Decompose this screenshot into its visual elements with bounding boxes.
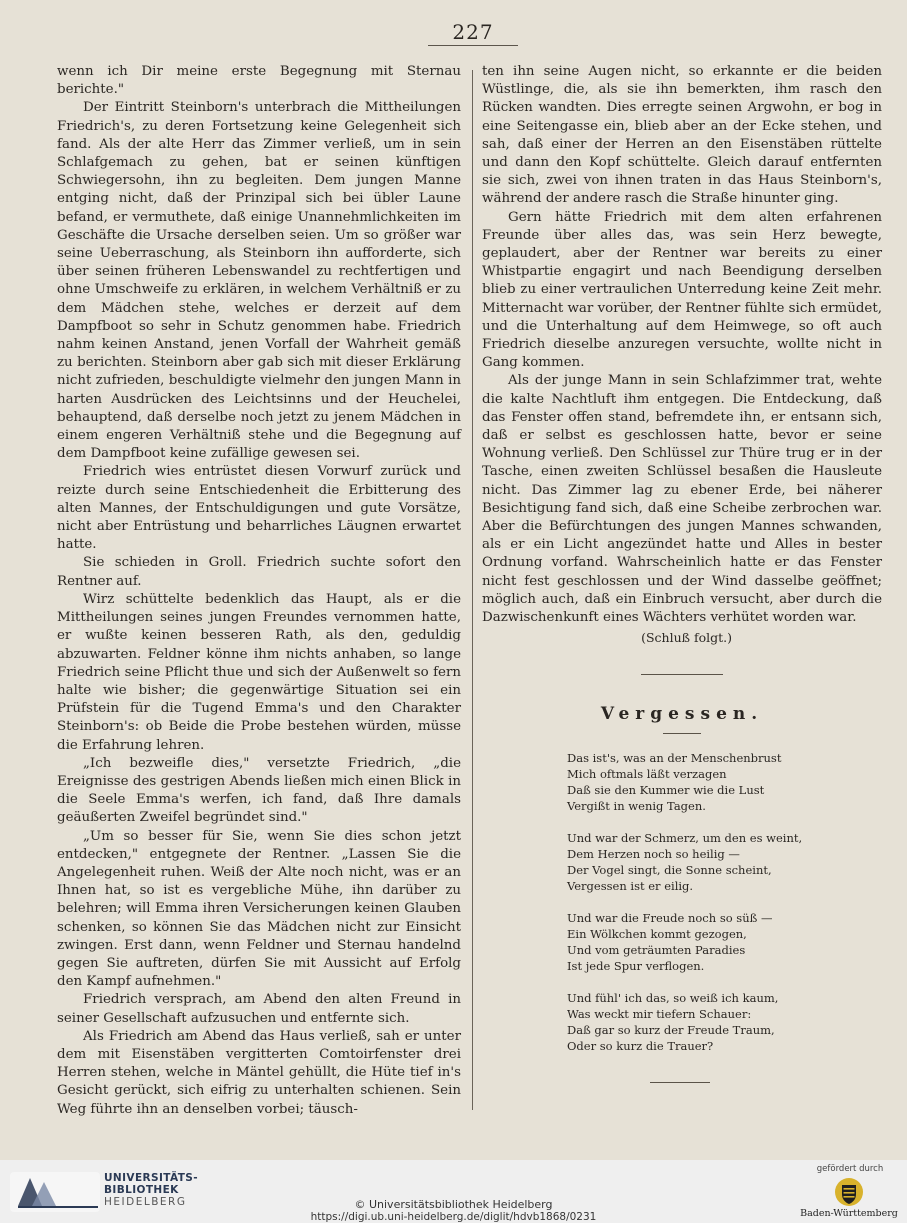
poem-stanza	[567, 750, 882, 814]
paragraph: Friedrich wies entrüstet diesen Vorwurf zurück und reizte durch seine Entschiedenheit die Erbitterung des alten Mannes, der Entschuldigungen und gute Vorsätze, nicht aber Entrüstung und beharrliches Läugnen erwartet hatte.	[57, 464, 461, 553]
poem-line: Und war der Schmerz, um den es weint,	[567, 830, 803, 845]
left-column	[57, 63, 461, 1119]
poem-line: Oder so kurz die Trauer?	[567, 1038, 714, 1053]
paragraph: ten ihn seine Augen nicht, so erkannte er die beiden Wüstlinge, die, als sie ihn bemerkten, ihm rasch den Rücken wandten. Dies erregte seinen Argwohn, er bog in eine Seitengasse ein, blieb aber an der Ecke stehen, und sah, daß einer der Herren an den Eisenstäben rüttelte und dann den Kopf schüttelte. Gleich darauf entfernten sie sich, zwei von ihnen traten in das Haus Steinborn's, während der andere rasch die Straße hinunter ging.	[482, 64, 882, 207]
paragraph: „Ich bezweifle dies," versetzte Friedrich, „die Ereignisse des gestrigen Abends ließen mich einen Blick in die Seele Emma's werfen, ich fand, daß Ihre damals geäußerten Zweifel begründet sind."	[57, 755, 461, 826]
section-separator	[641, 674, 723, 675]
paragraph: Sie schieden in Groll. Friedrich suchte sofort den Rentner auf.	[57, 555, 461, 589]
page-number-rule	[428, 45, 518, 46]
poem-line: Ein Wölkchen kommt gezogen,	[567, 926, 747, 941]
poem-stanza	[567, 830, 882, 894]
viewer-footer	[0, 1160, 907, 1223]
poem-line: Und war die Freude noch so süß —	[567, 910, 773, 925]
library-name-line: HEIDELBERG	[104, 1196, 187, 1208]
poem-line: Das ist's, was an der Menschenbrust	[567, 750, 782, 765]
poem-line: Vergißt in wenig Tagen.	[567, 798, 706, 813]
poem-line: Und fühl' ich das, so weiß ich kaum,	[567, 990, 779, 1005]
right-column	[482, 63, 882, 1083]
paragraph: „Um so besser für Sie, wenn Sie dies schon jetzt entdecken," entgegnete der Rentner. „Lassen Sie die Angelegenheit ruhen. Weiß der Alte noch nicht, was er an Ihnen hat, so ist es vergebliche Mühe, ihn darüber zu belehren; will Emma ihren Versicherungen keinen Glauben schenken, so können Sie das Mädchen nicht zur Einsicht zwingen. Erst dann, wenn Feldner und Sternau handelnd gegen Sie auftreten, dürfen Sie mit Aussicht auf Erfolg den Kampf aufnehmen."	[57, 828, 461, 990]
paragraph: Als der junge Mann in sein Schlafzimmer trat, wehte die kalte Nachtluft ihm entgegen. Die Entdeckung, daß das Fenster offen stand, befremdete ihn, er entsann sich, daß er selbst es geschlossen hatte, bevor er seine Wohnung verließ. Den Schlüssel zur Thüre trug er in der Tasche, einen zweiten Schlüssel besaßen die Hausleute nicht. Das Zimmer lag zu ebener Erde, bei näherer Besichtigung fand sich, daß eine Scheibe zerbrochen war. Aber die Befürchtungen des jungen Mannes schwanden, als er ein Licht angezündet hatte und Alles in bester Ordnung vorfand. Wahrscheinlich hatte er das Fenster nicht fest geschlossen und der Wind dasselbe geöffnet; möglich auch, daß ein Einbruch versucht, aber durch die Dazwischenkunft eines Wächters verhütet worden war.	[482, 373, 882, 626]
paragraph: Gern hätte Friedrich mit dem alten erfahrenen Freunde über alles das, was sein Herz bewegte, geplaudert, aber der Rentner war bereits zu einer Whistpartie engagirt und nach Beendigung derselben blieb zu einer vertraulichen Unterredung keine Zeit mehr. Mitternacht war vorüber, der Rentner fühlte sich ermüdet, und die Unterhaltung auf dem Heimwege, so oft auch Friedrich dieselbe anzuregen versuchte, wollte nicht in Gang kommen.	[482, 209, 882, 371]
library-name-line: BIBLIOTHEK	[104, 1184, 179, 1196]
poem-line: Und vom geträumten Paradies	[567, 942, 746, 957]
poem-line: Daß gar so kurz der Freude Traum,	[567, 1022, 775, 1037]
poem-line: Daß sie den Kummer wie die Lust	[567, 782, 765, 797]
coat-of-arms-icon	[829, 1176, 869, 1208]
copyright-notice: © Universitätsbibliothek Heidelberg	[354, 1198, 553, 1211]
column-divider	[472, 70, 473, 1110]
library-name-line: UNIVERSITÄTS-	[104, 1172, 199, 1184]
poem-line: Vergessen ist er eilig.	[567, 878, 694, 893]
funder-name: Baden-Württemberg	[800, 1208, 898, 1219]
poem-line: Ist jede Spur verflogen.	[567, 958, 705, 973]
funder-label: gefördert durch	[816, 1164, 884, 1174]
poem-line: Mich oftmals läßt verzagen	[567, 766, 727, 781]
poem-stanza	[567, 910, 882, 974]
poem-line: Was weckt mir tiefern Schauer:	[567, 1006, 752, 1021]
paragraph: wenn ich Dir meine erste Begegnung mit Sternau berichte."	[57, 64, 461, 98]
poem-title: Vergessen.	[600, 703, 764, 724]
page-number: 227	[452, 20, 494, 44]
paragraph: Der Eintritt Steinborn's unterbrach die Mittheilungen Friedrich's, zu deren Fortsetzung keine Gelegenheit sich fand. Als der alte Herr das Zimmer verließ, um in sein Schlafgemach zu gehen, bat er seinen künftigen Schwiegersohn, ihn zu begleiten. Dem jungen Manne entging nicht, daß der Prinzipal sich bei übler Laune befand, er vermuthete, daß einige Unannehmlichkeiten im Geschäfte die Ursache derselben seien. Um so größer war seine Ueberraschung, als Steinborn ihn aufforderte, sich über seinen früheren Lebenswandel zu rechtfertigen und ohne Umschweife zu erklären, in welchem Verhältniß er zu dem Mädchen stehe, welches er derzeit auf dem Dampfboot so sehr in Schutz genommen habe. Friedrich nahm keinen Anstand, jenen Vorfall der Wahrheit gemäß zu berichten. Steinborn aber gab sich mit dieser Erklärung nicht zufrieden, beschuldigte vielmehr den jungen Mann in harten Ausdrücken des Leichtsinns und der Heuchelei, behauptend, daß derselbe noch jetzt zu jenem Mädchen in einem engeren Verhältniß stehe und die Begegnung auf dem Dampfboot keine zufällige gewesen sei.	[57, 100, 461, 462]
paragraph: Friedrich versprach, am Abend den alten Freund in seiner Gesellschaft aufzusuchen und entfernte sich.	[57, 992, 461, 1026]
poem-end-rule	[650, 1082, 710, 1083]
poem-line: Der Vogel singt, die Sonne scheint,	[567, 862, 772, 877]
paragraph: Als Friedrich am Abend das Haus verließ, sah er unter dem mit Eisenstäben vergitterten Comtoirfenster drei Herren stehen, welche in Mäntel gehüllt, die Hüte tief in's Gesicht gerückt, sich eifrig zu unterhalten schienen. Sein Weg führte ihn an denselben vorbei; täusch-	[57, 1028, 461, 1117]
permalink[interactable]: https://digi.ub.uni-heidelberg.de/diglit/hdvb1868/0231	[310, 1211, 597, 1223]
poem-title-ornament	[663, 733, 701, 734]
poem	[567, 750, 882, 1054]
continuation-note: (Schluß folgt.)	[641, 630, 732, 646]
poem-line: Dem Herzen noch so heilig —	[567, 846, 740, 861]
poem-stanza	[567, 990, 882, 1054]
paragraph: Wirz schüttelte bedenklich das Haupt, als er die Mittheilungen seines jungen Freundes vernommen hatte, er wußte keinen besseren Rath, als den, geduldig abzuwarten. Feldner könne ihm nichts anhaben, so lange Friedrich seine Pflicht thue und sich der Außenwelt so fern halte wie bisher; die gegenwärtige Situation sei ein Prüfstein für die Tugend Emma's und den Charakter Steinborn's: ob Beide die Probe bestehen würden, müsse die Erfahrung lehren.	[57, 591, 461, 753]
